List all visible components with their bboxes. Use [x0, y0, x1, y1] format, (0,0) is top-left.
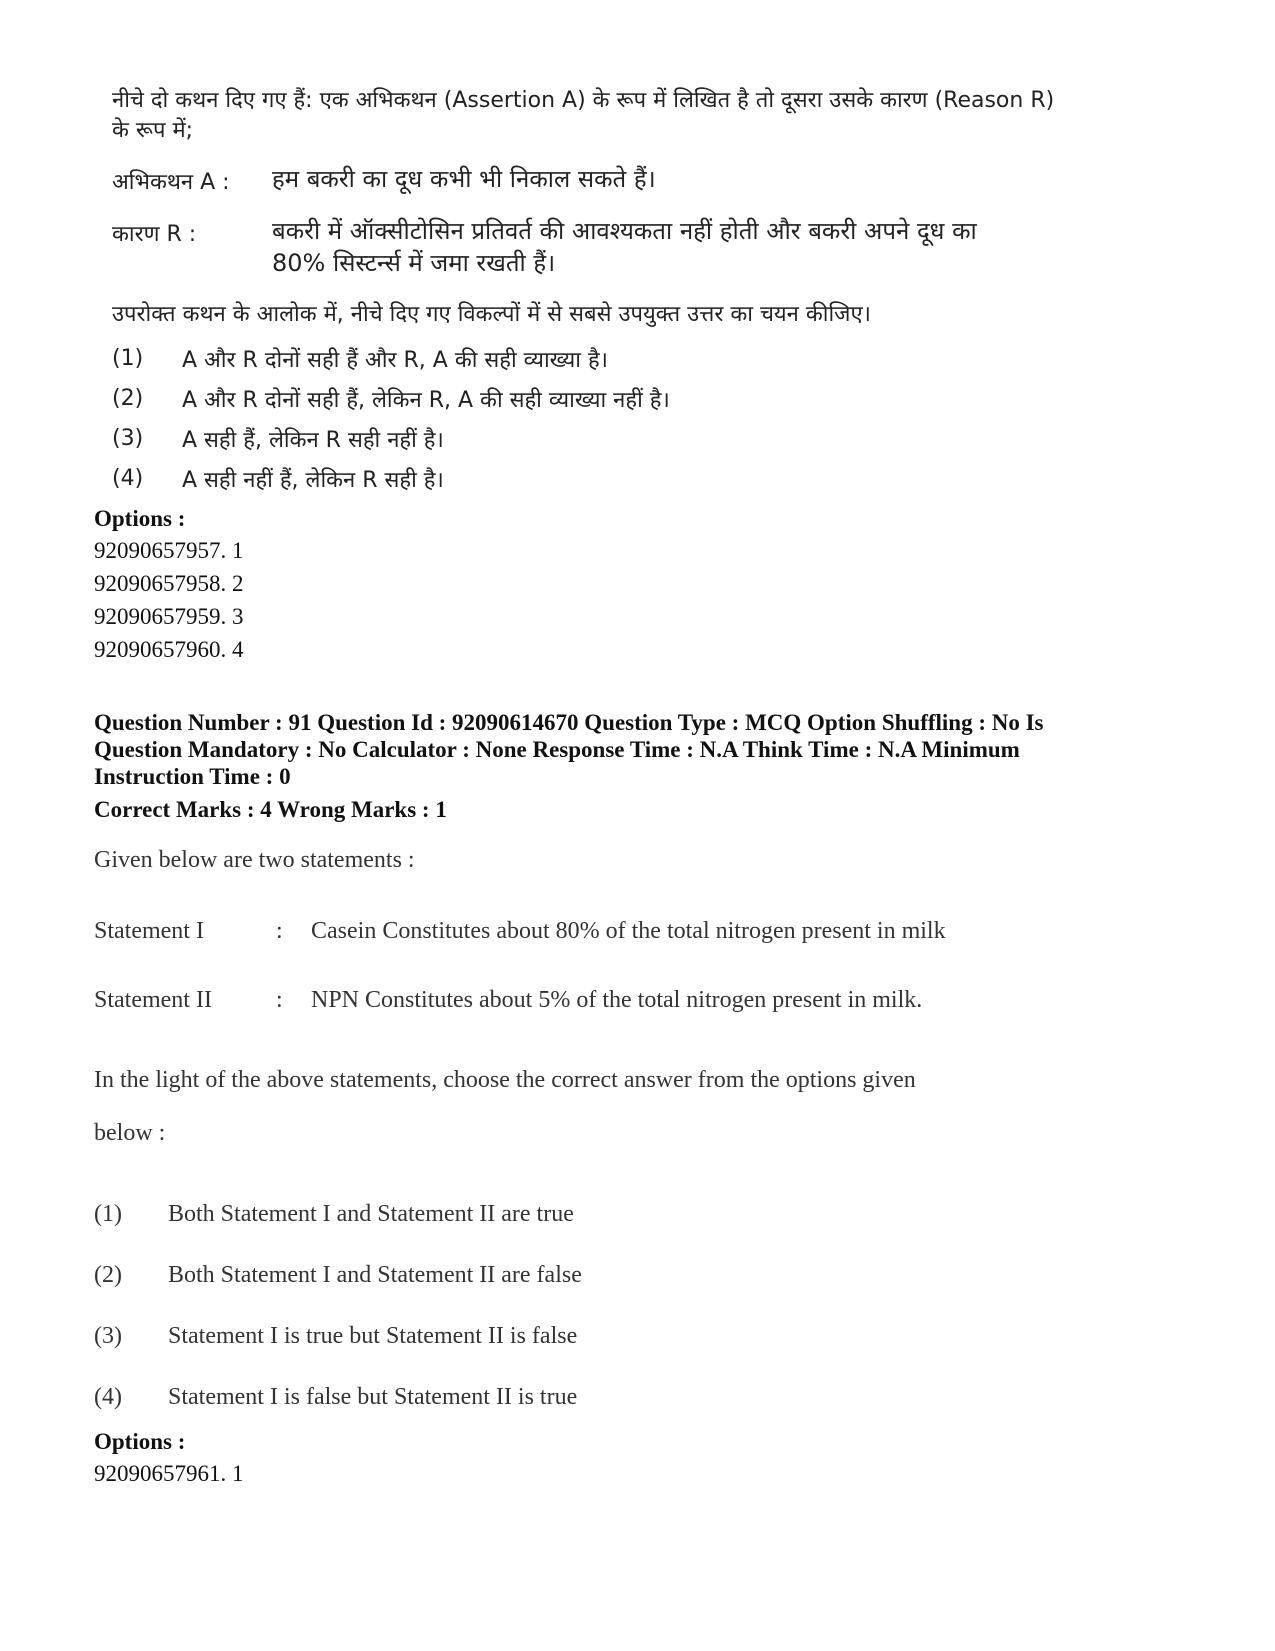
option-item: 92090657961. 1 — [94, 1461, 244, 1486]
assertion-text: हम बकरी का दूध कभी भी निकाल सकते हैं। — [272, 165, 656, 193]
marks-line: Correct Marks : 4 Wrong Marks : 1 — [94, 797, 447, 822]
english-choice-number: (2) — [94, 1262, 122, 1288]
english-choice-number: (1) — [94, 1201, 122, 1227]
statement1-text: Casein Constitutes about 80% of the total nitrogen present in milk — [311, 918, 946, 944]
statement1-colon: : — [276, 918, 283, 944]
option-item: 92090657960. 4 — [94, 637, 244, 662]
english-choice-text: Both Statement I and Statement II are true — [168, 1201, 574, 1227]
english-choice-number: (4) — [94, 1384, 122, 1410]
hindi-intro-line2: के रूप में; — [112, 118, 194, 143]
english-instruction-line2: below : — [94, 1120, 166, 1146]
reason-label: कारण R : — [112, 222, 197, 247]
english-choice-text: Statement I is false but Statement II is true — [168, 1384, 578, 1410]
hindi-choice-text: A सही नहीं हैं, लेकिन R सही है। — [182, 468, 444, 493]
reason-text-line1: बकरी में ऑक्सीटोसिन प्रतिवर्त की आवश्यकता नहीं होती और बकरी अपने दूध का — [272, 217, 977, 245]
statement1-label: Statement I — [94, 918, 204, 944]
statement2-text: NPN Constitutes about 5% of the total nitrogen present in milk. — [311, 987, 923, 1013]
question-header-line3: Instruction Time : 0 — [94, 764, 291, 789]
option-item: 92090657958. 2 — [94, 571, 244, 596]
hindi-intro-line1: नीचे दो कथन दिए गए हैं: एक अभिकथन (Assertion A) के रूप में लिखित है तो दूसरा उसके कारण (Reason R) — [112, 88, 1055, 113]
hindi-instruction: उपरोक्त कथन के आलोक में, नीचे दिए गए विकल्पों में से सबसे उपयुक्त उत्तर का चयन कीजिए। — [112, 302, 871, 327]
option-item: 92090657959. 3 — [94, 604, 244, 629]
hindi-choice-text: A और R दोनों सही हैं, लेकिन R, A की सही व्याख्या नहीं है। — [182, 388, 670, 413]
english-instruction-line1: In the light of the above statements, choose the correct answer from the options given — [94, 1067, 916, 1093]
assertion-label: अभिकथन A : — [112, 170, 230, 195]
hindi-choice-number: (3) — [112, 426, 144, 451]
statement2-label: Statement II — [94, 987, 212, 1013]
hindi-choice-text: A सही हैं, लेकिन R सही नहीं है। — [182, 428, 444, 453]
hindi-choice-text: A और R दोनों सही हैं और R, A की सही व्याख्या है। — [182, 348, 608, 373]
hindi-choice-number: (1) — [112, 346, 144, 371]
statement2-colon: : — [276, 987, 283, 1013]
option-item: 92090657957. 1 — [94, 538, 244, 563]
options-label: Options : — [94, 506, 186, 531]
reason-text-line2: 80% सिस्टर्न्स में जमा रखती हैं। — [272, 249, 556, 277]
question-header-line2: Question Mandatory : No Calculator : None Response Time : N.A Think Time : N.A Minimum — [94, 737, 1020, 762]
hindi-choice-number: (2) — [112, 386, 144, 411]
hindi-choice-number: (4) — [112, 466, 144, 491]
english-choice-text: Statement I is true but Statement II is false — [168, 1323, 578, 1349]
english-choice-number: (3) — [94, 1323, 122, 1349]
english-intro: Given below are two statements : — [94, 847, 415, 873]
options-label: Options : — [94, 1429, 186, 1454]
question-header-line1: Question Number : 91 Question Id : 92090614670 Question Type : MCQ Option Shuffling : No Is — [94, 710, 1044, 735]
english-choice-text: Both Statement I and Statement II are false — [168, 1262, 582, 1288]
